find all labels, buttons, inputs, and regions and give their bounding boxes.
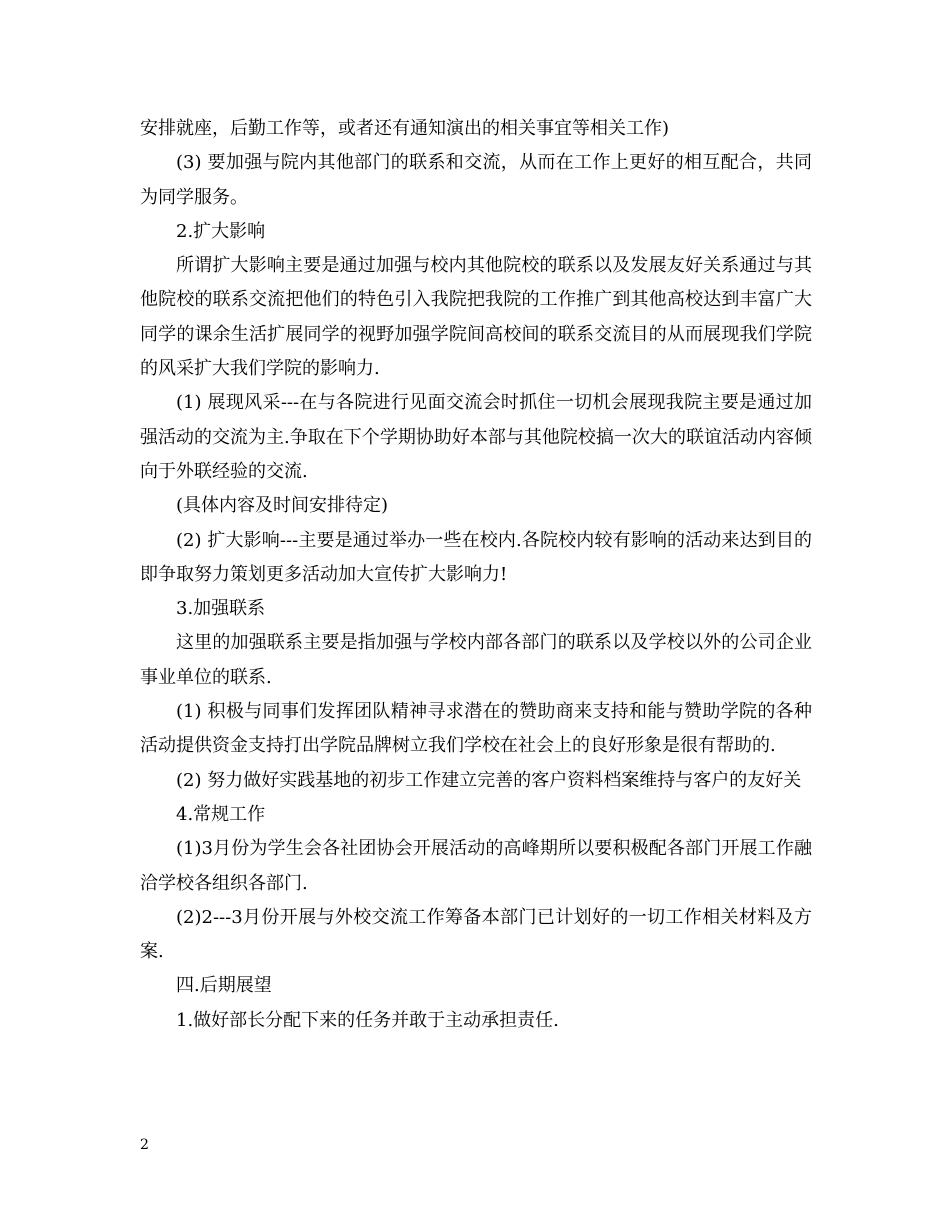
section-heading: 四.后期展望 (176, 975, 272, 997)
section-heading: 3.加强联系 (176, 598, 266, 620)
section-heading: 4.常规工作 (176, 803, 266, 825)
paragraph: (2) 努力做好实践基地的初步工作建立完善的客户资料档案维持与客户的友好关 (176, 769, 802, 791)
document-body (140, 112, 812, 1038)
paragraph: 1.做好部长分配下来的任务并敢于主动承担责任. (176, 1009, 559, 1031)
paragraph: 安排就座，后勤工作等，或者还有通知演出的相关事宜等相关工作) (140, 118, 670, 139)
paragraph: (1) 展现风采---在与各院进行见面交流会时抓住一切机会展现我院主要是通过加强活动的交流为主.争取在下个学期协助好本部与其他院校搞一次大的联谊活动内容倾向于外联经验的交流. (140, 392, 812, 482)
paragraph: (3) 要加强与院内其他部门的联系和交流，从而在工作上更好的相互配合，共同为同学服务。 (140, 152, 812, 208)
section-heading: 2.扩大影响 (176, 220, 266, 242)
paragraph: 所谓扩大影响主要是通过加强与校内其他院校的联系以及发展友好关系通过与其他院校的联系交流把他们的特色引入我院把我院的工作推广到其他高校达到丰富广大同学的课余生活扩展同学的视野加强学院间高校间的联系交流目的从而展现我们学院的风采扩大我们学院的影响力. (140, 255, 812, 380)
paragraph: (2) 扩大影响---主要是通过举办一些在校内.各院校内较有影响的活动来达到目的即争取努力策划更多活动加大宣传扩大影响力! (140, 529, 812, 585)
paragraph: (2)2---3月份开展与外校交流工作筹备本部门已计划好的一切工作相关材料及方案. (140, 906, 812, 963)
paragraph: (1)3月份为学生会各社团协会开展活动的高峰期所以要积极配各部门开展工作融洽学校各组织各部门. (140, 838, 812, 894)
paragraph: (具体内容及时间安排待定) (176, 495, 389, 517)
page-number: 2 (140, 1137, 149, 1153)
paragraph: (1) 积极与同事们发挥团队精神寻求潜在的赞助商来支持和能与赞助学院的各种活动提供资金支持打出学院品牌树立我们学校在社会上的良好形象是很有帮助的. (140, 701, 812, 757)
paragraph: 这里的加强联系主要是指加强与学校内部各部门的联系以及学校以外的公司企业事业单位的联系. (140, 632, 812, 688)
